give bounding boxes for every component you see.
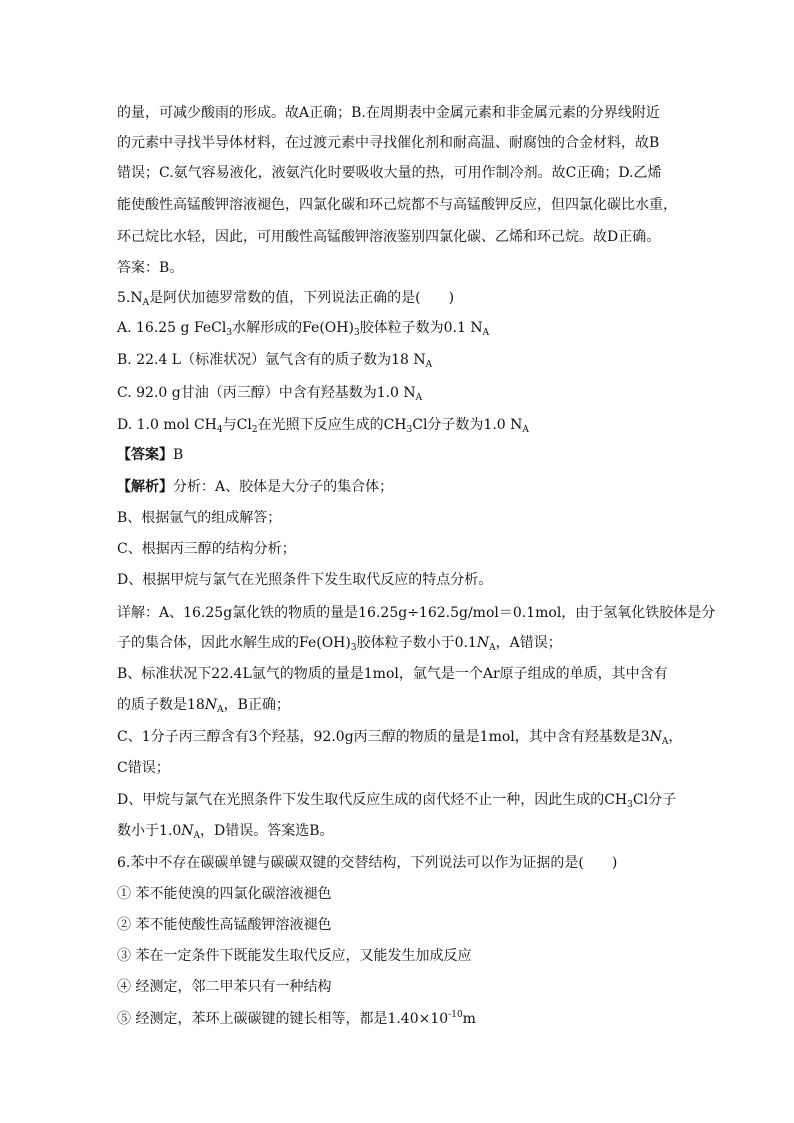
analysis-line: D、根据甲烷与氯气在光照条件下发生取代反应的特点分析。 xyxy=(117,572,493,588)
text-line: 环己烷比水轻，因此，可用酸性高锰酸钾溶液鉴别四氯化碳、乙烯和环己烷。故D正确。 xyxy=(117,229,661,245)
question-6-item: ① 苯不能使溴的四氯化碳溶液褪色 xyxy=(117,886,332,902)
detail-line: C错误； xyxy=(117,760,170,776)
text-line: 的元素中寻找半导体材料，在过渡元素中寻找催化剂和耐高温、耐腐蚀的合金材料，故B xyxy=(117,135,660,151)
question-6-item: ② 苯不能使酸性高锰酸钾溶液褪色 xyxy=(117,917,332,933)
text-line: 能使酸性高锰酸钾溶液褪色，四氯化碳和环己烷都不与高锰酸钾反应，但四氯化碳比水重， xyxy=(117,197,677,213)
detail-line: B、标准状况下22.4L氩气的物质的量是1mol，氩气是一个Ar原子组成的单质，其中含有 xyxy=(117,666,668,682)
analysis-line: C、根据丙三醇的结构分析； xyxy=(117,541,296,557)
question-6-item: ③ 苯在一定条件下既能发生取代反应，又能发生加成反应 xyxy=(117,948,472,964)
answer-label: 【答案】 xyxy=(117,447,173,463)
question-6-item: ④ 经测定，邻二甲苯只有一种结构 xyxy=(117,979,332,995)
detail-line: 子的集合体，因此水解生成的$Fe(OH)_3$胶体粒子数小于$0.1N_A$，A错误； xyxy=(117,635,562,653)
analysis-label: 【解析】 xyxy=(117,479,173,495)
answer-line: 答案：B。 xyxy=(117,260,184,276)
detail-line: D、甲烷与氯气在光照条件下发生取代反应生成的卤代烃不止一种，因此生成的$CH_3Cl$分子 xyxy=(117,792,677,810)
question-5-option-c: C. 92.0 g甘油（丙三醇）中含有羟基数为1.0 $N_A$ xyxy=(117,385,423,403)
question-5-option-d: D. 1.0 mol $CH_4$与$Cl_2$在光照下反应生成的$CH_3Cl$分子数为1.0 $N_A$ xyxy=(117,417,529,435)
detail-line: 详解：A、16.25g氯化铁的物质的量是16.25g÷162.5g/mol＝0.1mol，由于氢氧化铁胶体是分 xyxy=(117,605,716,621)
answer-value: B xyxy=(173,447,184,463)
detail-line: C、1分子丙三醇含有3个羟基，92.0g丙三醇的物质的量是1mol，其中含有羟基数是$3N_A$， xyxy=(117,729,683,747)
detail-line: 的质子数是$18N_A$，B正确； xyxy=(117,697,290,715)
question-6-stem: 6.苯中不存在碳碳单键与碳碳双键的交替结构，下列说法可以作为证据的是( ) xyxy=(117,855,618,871)
question-5-option-a: A. 16.25 g FeCl$_3$水解形成的$Fe(OH)_3$胶体粒子数为0.1 $N_A$ xyxy=(117,320,490,338)
detail-line: 数小于$1.0N_A$，D错误。答案选B。 xyxy=(117,823,334,841)
text-line: 错误；C.氨气容易液化，液氨汽化时要吸收大量的热，可用作制冷剂。故C正确；D.乙烯 xyxy=(117,165,662,181)
question-6-item: ⑤ 经测定，苯环上碳碳键的键长相等，都是$1.40\times 10^{-10}m$ xyxy=(117,1010,476,1027)
answer-row xyxy=(117,445,684,467)
question-5-option-b: B. 22.4 L（标准状况）氩气含有的质子数为18 $N_A$ xyxy=(117,352,433,370)
question-5-stem: $5.N_A$是阿伏加德罗常数的值，下列说法正确的是( ) xyxy=(117,290,455,308)
text-line: 的量，可减少酸雨的形成。故A正确；B.在周期表中金属元素和非金属元素的分界线附近 xyxy=(117,105,660,121)
analysis-row: 【解析】分析：A、胶体是大分子的集合体； xyxy=(117,479,394,495)
analysis-line: B、根据氩气的组成解答； xyxy=(117,510,282,526)
